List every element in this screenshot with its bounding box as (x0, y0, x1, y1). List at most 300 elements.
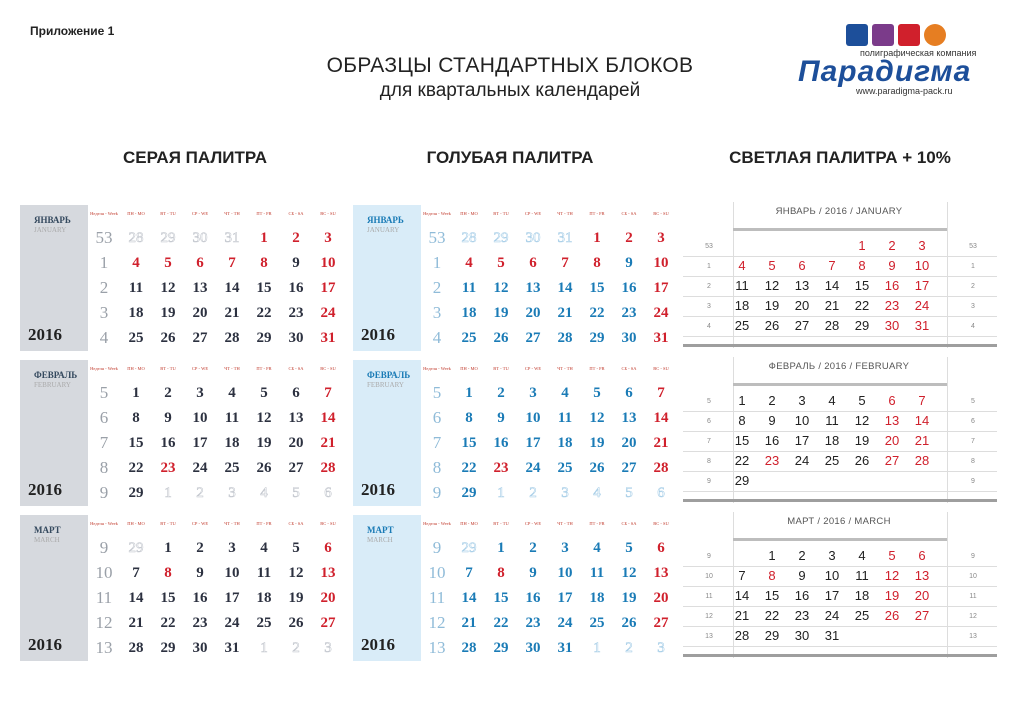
week-number-right: 4 (971, 323, 975, 330)
week-number: 1 (99, 253, 109, 272)
day-cell: 31 (557, 640, 573, 656)
day-cell: 30 (621, 330, 637, 346)
day-cell: 30 (288, 330, 304, 346)
weekday-header-cell: ЧТ - TH (557, 366, 573, 371)
week-number: 3 (432, 303, 442, 322)
day-cell: 17 (653, 280, 669, 296)
day-cell: 21 (461, 615, 477, 631)
day-cell: 20 (525, 305, 541, 321)
month-name-en: MARCH (34, 536, 60, 544)
day-cell: 1 (164, 540, 172, 556)
week-number-left: 8 (707, 458, 711, 465)
blue-month-grid (421, 515, 677, 661)
day-cell: 30 (884, 318, 900, 333)
day-cell: 7 (828, 258, 836, 273)
day-cell: 3 (196, 385, 204, 401)
row-rule (683, 586, 997, 587)
row-rule (683, 276, 997, 277)
day-cell: 2 (292, 230, 300, 246)
day-cell: 22 (854, 298, 870, 313)
day-cell: 31 (914, 318, 930, 333)
logo-bag-icon (898, 24, 920, 46)
weekday-header-cell: ЧТ - TH (557, 521, 573, 526)
week-number: 13 (428, 638, 446, 657)
week-number-left: 12 (705, 613, 713, 620)
day-cell: 27 (192, 330, 208, 346)
week-number: 13 (95, 638, 113, 657)
week-number: 9 (432, 538, 442, 557)
day-cell: 5 (625, 485, 633, 501)
weekday-header-cell: ВС - SU (320, 211, 336, 216)
day-cell: 2 (798, 548, 806, 563)
month-name-en: FEBRUARY (367, 381, 404, 389)
day-cell: 2 (196, 540, 204, 556)
day-cell: 18 (128, 305, 144, 321)
week-number-right: 11 (969, 593, 977, 600)
day-cell: 18 (854, 588, 870, 603)
weekday-header-cell: Неделя - Week (423, 521, 451, 526)
week-number-left: 53 (705, 243, 713, 250)
row-rule (683, 646, 997, 647)
footer-bar (683, 654, 997, 657)
day-cell: 1 (164, 485, 172, 501)
day-cell: 2 (625, 230, 633, 246)
weekday-header-cell: ПТ - FR (256, 521, 272, 526)
month-name: МАРТ (367, 525, 394, 535)
day-cell: 26 (160, 330, 176, 346)
day-cell: 6 (888, 393, 896, 408)
grey-month-grid (88, 360, 344, 506)
week-number-right: 5 (971, 398, 975, 405)
blue-palette-calendar (353, 205, 677, 665)
day-cell: 11 (557, 410, 573, 426)
week-number-right: 9 (971, 478, 975, 485)
day-cell: 31 (224, 640, 240, 656)
day-cell: 4 (593, 485, 601, 501)
weekday-header-cell: ЧТ - TH (224, 366, 240, 371)
weekday-bar (733, 228, 947, 231)
day-cell: 24 (824, 608, 840, 623)
weekday-header-cell: ПН - MO (127, 521, 145, 526)
day-cell: 4 (260, 540, 268, 556)
day-cell: 1 (497, 540, 505, 556)
weekday-header-cell: ВТ - TU (160, 521, 176, 526)
day-cell: 2 (529, 540, 537, 556)
month-name: ЯНВАРЬ (367, 215, 404, 225)
day-cell: 18 (734, 298, 750, 313)
day-cell: 22 (589, 305, 605, 321)
weekday-bar (733, 538, 947, 541)
day-cell: 28 (734, 628, 750, 643)
logo-name: Парадигма (798, 55, 972, 88)
day-cell: 29 (764, 628, 780, 643)
day-cell: 8 (260, 255, 268, 271)
day-cell: 22 (734, 453, 750, 468)
day-cell: 3 (657, 230, 665, 246)
day-cell: 11 (224, 410, 240, 426)
weekday-header-cell: СБ - SA (621, 521, 637, 526)
day-cell: 8 (132, 410, 140, 426)
day-cell: 1 (593, 230, 601, 246)
day-cell: 9 (164, 410, 172, 426)
day-cell: 5 (292, 540, 300, 556)
day-cell: 5 (625, 540, 633, 556)
day-cell: 14 (653, 410, 669, 426)
grey-month-side (20, 205, 88, 351)
day-cell: 3 (918, 238, 926, 253)
light-month-block (683, 512, 997, 658)
week-number: 10 (428, 563, 446, 582)
day-cell: 28 (128, 230, 144, 246)
day-cell: 11 (855, 568, 869, 583)
blue-month-grid (421, 360, 677, 506)
day-cell: 10 (525, 410, 541, 426)
day-cell: 16 (621, 280, 637, 296)
day-cell: 10 (192, 410, 208, 426)
day-cell: 5 (593, 385, 601, 401)
week-number-right: 3 (971, 303, 975, 310)
day-cell: 25 (224, 460, 240, 476)
weekday-header-cell: ЧТ - TH (224, 211, 240, 216)
day-cell: 8 (465, 410, 473, 426)
week-number-right: 6 (971, 418, 975, 425)
day-cell: 7 (324, 385, 332, 401)
day-cell: 3 (798, 393, 806, 408)
day-cell: 4 (858, 548, 866, 563)
column-divider (947, 512, 948, 658)
day-cell: 31 (653, 330, 669, 346)
day-cell: 12 (884, 568, 900, 583)
day-cell: 8 (738, 413, 746, 428)
day-cell: 15 (734, 433, 750, 448)
day-cell: 22 (493, 615, 509, 631)
weekday-header-cell: ПН - MO (460, 521, 478, 526)
day-cell: 1 (260, 230, 268, 246)
month-name: МАРТ (34, 525, 61, 535)
week-number: 7 (99, 433, 109, 452)
grey-palette-calendar (20, 205, 344, 665)
day-cell: 23 (621, 305, 637, 321)
weekday-header-cell: ПТ - FR (256, 366, 272, 371)
day-cell: 12 (589, 410, 605, 426)
day-cell: 27 (884, 453, 900, 468)
day-cell: 9 (888, 258, 896, 273)
day-cell: 3 (324, 640, 332, 656)
grey-month-side (20, 515, 88, 661)
day-cell: 19 (854, 433, 870, 448)
week-number-left: 1 (707, 263, 711, 270)
week-number: 11 (428, 588, 446, 607)
footer-bar (683, 344, 997, 347)
day-cell: 17 (794, 433, 810, 448)
month-name: ФЕВРАЛЬ (367, 370, 411, 380)
day-cell: 12 (764, 278, 780, 293)
weekday-header-cell: ЧТ - TH (557, 211, 573, 216)
week-number: 8 (432, 458, 442, 477)
year-label: 2016 (361, 325, 395, 344)
grey-month-grid (88, 515, 344, 661)
day-cell: 5 (260, 385, 268, 401)
day-cell: 19 (764, 298, 780, 313)
day-cell: 27 (288, 460, 304, 476)
day-cell: 9 (497, 410, 505, 426)
day-cell: 16 (493, 435, 509, 451)
day-cell: 25 (461, 330, 477, 346)
day-cell: 9 (196, 565, 204, 581)
year-label: 2016 (361, 635, 395, 654)
column-divider (947, 357, 948, 503)
day-cell: 22 (256, 305, 272, 321)
week-number: 2 (432, 278, 442, 297)
day-cell: 16 (884, 278, 900, 293)
row-rule (683, 296, 997, 297)
day-cell: 8 (593, 255, 601, 271)
day-cell: 23 (192, 615, 208, 631)
day-cell: 13 (320, 565, 336, 581)
weekday-header-cell: ПТ - FR (589, 366, 605, 371)
day-cell: 30 (525, 230, 541, 246)
day-cell: 12 (288, 565, 304, 581)
week-number-right: 8 (971, 458, 975, 465)
day-cell: 22 (764, 608, 780, 623)
week-number-left: 9 (707, 478, 711, 485)
weekday-header-cell: Неделя - Week (90, 521, 118, 526)
light-month-header: ЯНВАРЬ / 2016 / JANUARY (775, 206, 903, 217)
day-cell: 28 (461, 230, 477, 246)
day-cell: 16 (288, 280, 304, 296)
day-cell: 2 (888, 238, 896, 253)
day-cell: 23 (493, 460, 509, 476)
weekday-header-cell: ПН - MO (460, 366, 478, 371)
day-cell: 8 (768, 568, 776, 583)
month-name-en: MARCH (367, 536, 393, 544)
logo-box-icon (846, 24, 868, 46)
day-cell: 6 (324, 485, 332, 501)
week-number: 5 (99, 383, 109, 402)
weekday-header-cell: ВС - SU (320, 521, 336, 526)
day-cell: 27 (320, 615, 336, 631)
day-cell: 2 (768, 393, 776, 408)
day-cell: 30 (192, 640, 208, 656)
day-cell: 31 (824, 628, 840, 643)
logo-spiral-icon (924, 24, 946, 46)
day-cell: 15 (764, 588, 780, 603)
week-number: 5 (432, 383, 442, 402)
row-rule (683, 471, 997, 472)
day-cell: 29 (128, 540, 144, 556)
grey-month-block (20, 515, 344, 661)
day-cell: 29 (461, 540, 477, 556)
day-cell: 12 (160, 280, 176, 296)
year-label: 2016 (28, 325, 62, 344)
blue-month-grid (421, 205, 677, 351)
day-cell: 8 (497, 565, 505, 581)
day-cell: 11 (128, 280, 144, 296)
week-number-right: 9 (971, 553, 975, 560)
weekday-header (421, 521, 677, 533)
day-cell: 4 (593, 540, 601, 556)
row-rule (683, 451, 997, 452)
day-cell: 24 (192, 460, 208, 476)
day-cell: 27 (794, 318, 810, 333)
day-cell: 2 (529, 485, 537, 501)
weekday-header-cell: СР - WE (524, 366, 542, 371)
day-cell: 29 (854, 318, 870, 333)
day-cell: 4 (828, 393, 836, 408)
row-rule (683, 411, 997, 412)
day-cell: 3 (561, 485, 569, 501)
day-cell: 20 (653, 590, 669, 606)
day-cell: 20 (914, 588, 930, 603)
week-number-right: 10 (969, 573, 977, 580)
week-number-left: 3 (707, 303, 711, 310)
day-cell: 3 (828, 548, 836, 563)
day-cell: 6 (529, 255, 537, 271)
day-cell: 6 (324, 540, 332, 556)
day-cell: 21 (734, 608, 750, 623)
year-label: 2016 (28, 480, 62, 499)
day-cell: 29 (493, 230, 509, 246)
row-rule (683, 256, 997, 257)
day-cell: 26 (288, 615, 304, 631)
weekday-header-cell: Неделя - Week (423, 211, 451, 216)
row-rule (683, 336, 997, 337)
day-cell: 13 (653, 565, 669, 581)
weekday-header-cell: ВС - SU (653, 211, 669, 216)
day-cell: 19 (589, 435, 605, 451)
weekday-header-cell: ВС - SU (653, 366, 669, 371)
day-cell: 18 (824, 433, 840, 448)
weekday-header-cell: СР - WE (524, 521, 542, 526)
weekday-header (421, 211, 677, 223)
day-cell: 17 (525, 435, 541, 451)
logo-tagline: полиграфическая компания (860, 48, 977, 58)
day-cell: 18 (224, 435, 240, 451)
day-cell: 3 (657, 640, 665, 656)
day-cell: 7 (132, 565, 140, 581)
day-cell: 15 (461, 435, 477, 451)
row-rule (683, 626, 997, 627)
day-cell: 18 (256, 590, 272, 606)
day-cell: 1 (497, 485, 505, 501)
day-cell: 28 (224, 330, 240, 346)
day-cell: 4 (561, 385, 569, 401)
day-cell: 3 (324, 230, 332, 246)
weekday-header-cell: ПН - MO (127, 366, 145, 371)
day-cell: 1 (593, 640, 601, 656)
weekday-header-cell: ВС - SU (320, 366, 336, 371)
day-cell: 17 (557, 590, 573, 606)
week-number: 1 (432, 253, 442, 272)
day-cell: 25 (557, 460, 573, 476)
weekday-header-cell: ВТ - TU (493, 366, 509, 371)
day-cell: 25 (256, 615, 272, 631)
day-cell: 1 (132, 385, 140, 401)
day-cell: 29 (160, 230, 176, 246)
day-cell: 14 (557, 280, 573, 296)
day-cell: 23 (764, 453, 780, 468)
day-cell: 13 (288, 410, 304, 426)
day-cell: 17 (224, 590, 240, 606)
day-cell: 23 (525, 615, 541, 631)
week-number: 3 (99, 303, 109, 322)
day-cell: 23 (794, 608, 810, 623)
day-cell: 20 (884, 433, 900, 448)
day-cell: 4 (260, 485, 268, 501)
day-cell: 10 (224, 565, 240, 581)
day-cell: 31 (320, 330, 336, 346)
year-label: 2016 (361, 480, 395, 499)
day-cell: 14 (824, 278, 840, 293)
light-month-block (683, 202, 997, 348)
day-cell: 17 (914, 278, 930, 293)
weekday-header-cell: ПТ - FR (256, 211, 272, 216)
day-cell: 12 (854, 413, 870, 428)
day-cell: 6 (918, 548, 926, 563)
day-cell: 6 (657, 540, 665, 556)
day-cell: 10 (794, 413, 810, 428)
week-number-left: 11 (705, 593, 713, 600)
day-cell: 5 (888, 548, 896, 563)
week-number-left: 7 (707, 438, 711, 445)
week-number-left: 10 (705, 573, 713, 580)
day-cell: 4 (132, 255, 140, 271)
day-cell: 10 (320, 255, 336, 271)
day-cell: 1 (858, 238, 866, 253)
day-cell: 13 (914, 568, 930, 583)
day-cell: 3 (228, 485, 236, 501)
grey-month-block (20, 205, 344, 351)
day-cell: 25 (824, 453, 840, 468)
weekday-header-cell: СБ - SA (288, 366, 304, 371)
week-number-right: 12 (969, 613, 977, 620)
weekday-header-cell: СР - WE (191, 521, 209, 526)
day-cell: 13 (525, 280, 541, 296)
weekday-header-cell: СБ - SA (288, 211, 304, 216)
light-month-header: МАРТ / 2016 / MARCH (787, 516, 891, 527)
day-cell: 17 (192, 435, 208, 451)
month-name-en: JANUARY (34, 226, 67, 234)
weekday-header-cell: ВТ - TU (493, 211, 509, 216)
day-cell: 26 (764, 318, 780, 333)
day-cell: 14 (734, 588, 750, 603)
day-cell: 19 (256, 435, 272, 451)
day-cell: 11 (589, 565, 605, 581)
day-cell: 19 (621, 590, 637, 606)
day-cell: 2 (625, 640, 633, 656)
weekday-header-cell: СБ - SA (288, 521, 304, 526)
day-cell: 13 (621, 410, 637, 426)
row-rule (683, 606, 997, 607)
weekday-header-cell: СБ - SA (621, 366, 637, 371)
day-cell: 16 (192, 590, 208, 606)
day-cell: 9 (768, 413, 776, 428)
day-cell: 8 (164, 565, 172, 581)
day-cell: 29 (461, 485, 477, 501)
week-number: 12 (95, 613, 113, 632)
day-cell: 21 (653, 435, 669, 451)
day-cell: 4 (738, 258, 746, 273)
day-cell: 15 (493, 590, 509, 606)
day-cell: 31 (224, 230, 240, 246)
weekday-header-cell: ВТ - TU (493, 521, 509, 526)
day-cell: 14 (224, 280, 240, 296)
weekday-header-cell: ВТ - TU (160, 366, 176, 371)
day-cell: 9 (529, 565, 537, 581)
day-cell: 5 (768, 258, 776, 273)
weekday-header-cell: Неделя - Week (423, 366, 451, 371)
day-cell: 21 (557, 305, 573, 321)
